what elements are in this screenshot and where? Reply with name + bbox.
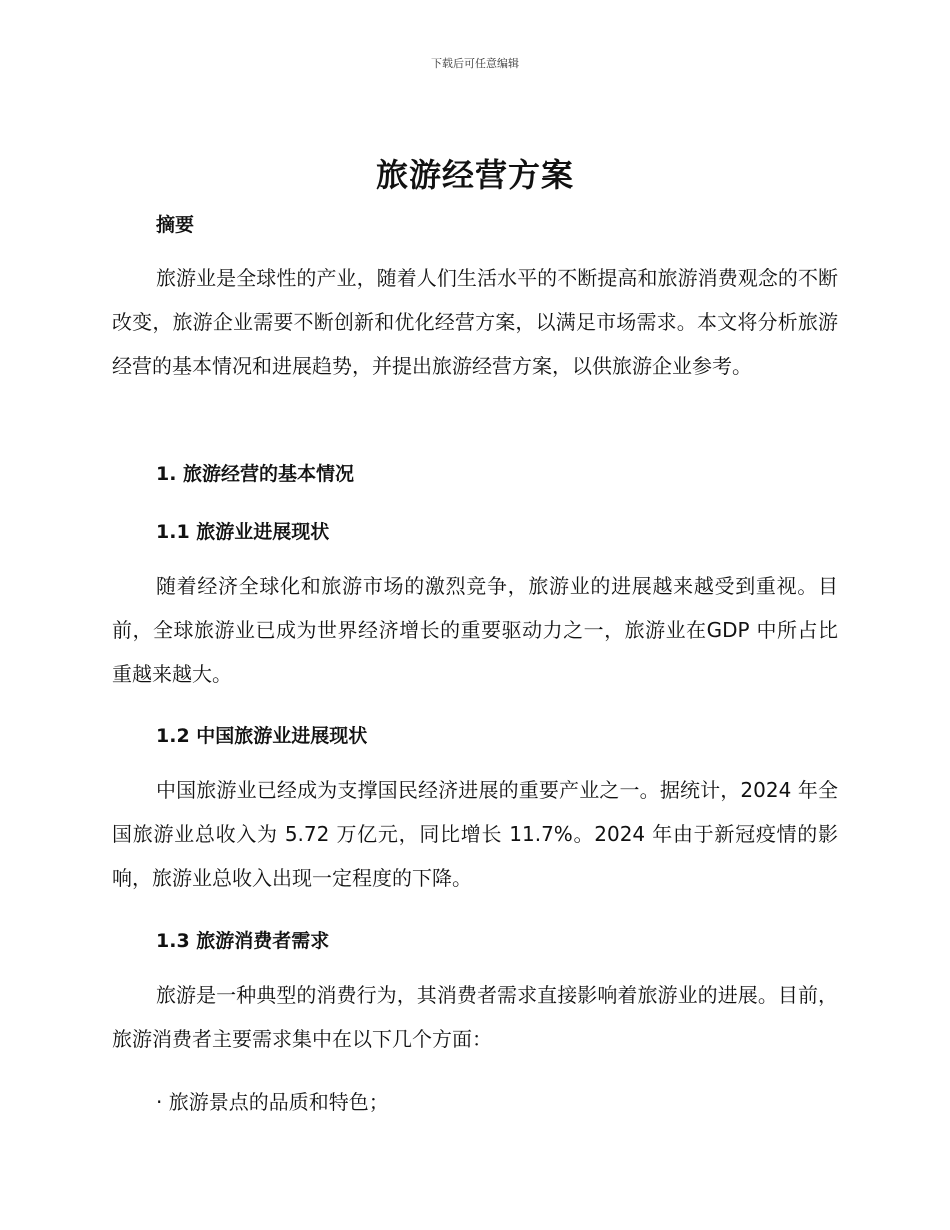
abstract-paragraph: 旅游业是全球性的产业，随着人们生活水平的不断提高和旅游消费观念的不断改变，旅游企业需要不断创新和优化经营方案，以满足市场需求。本文将分析旅游经营的基本情况和进展趋势，并提出旅游经营方案，以供旅游企业参考。 — [112, 266, 838, 378]
section-1-3-paragraph: 旅游是一种典型的消费行为，其消费者需求直接影响着旅游业的进展。目前，旅游消费者主要需求集中在以下几个方面： — [112, 983, 838, 1051]
header-note: 下载后可任意编辑 — [431, 57, 519, 70]
section-1-1-heading: 1.1 旅游业进展现状 — [156, 521, 330, 543]
document-title: 旅游经营方案 — [375, 156, 574, 194]
abstract-heading: 摘要 — [156, 214, 195, 236]
section-1-2-heading: 1.2 中国旅游业进展现状 — [156, 725, 368, 747]
section-1-2-paragraph: 中国旅游业已经成为支撑国民经济进展的重要产业之一。据统计，2024 年全国旅游业总收入为 5.72 万亿元，同比增长 11.7%。2024 年由于新冠疫情的影响，旅游业总收入出现一定程度的下降。 — [112, 778, 838, 890]
section-1-heading: 1. 旅游经营的基本情况 — [156, 463, 355, 485]
bullet-item: · 旅游景点的品质和特色； — [156, 1090, 389, 1114]
section-1-3-heading: 1.3 旅游消费者需求 — [156, 930, 330, 952]
section-1-1-paragraph: 随着经济全球化和旅游市场的激烈竞争，旅游业的进展越来越受到重视。目前，全球旅游业已成为世界经济增长的重要驱动力之一，旅游业在GDP 中所占比重越来越大。 — [112, 574, 838, 686]
